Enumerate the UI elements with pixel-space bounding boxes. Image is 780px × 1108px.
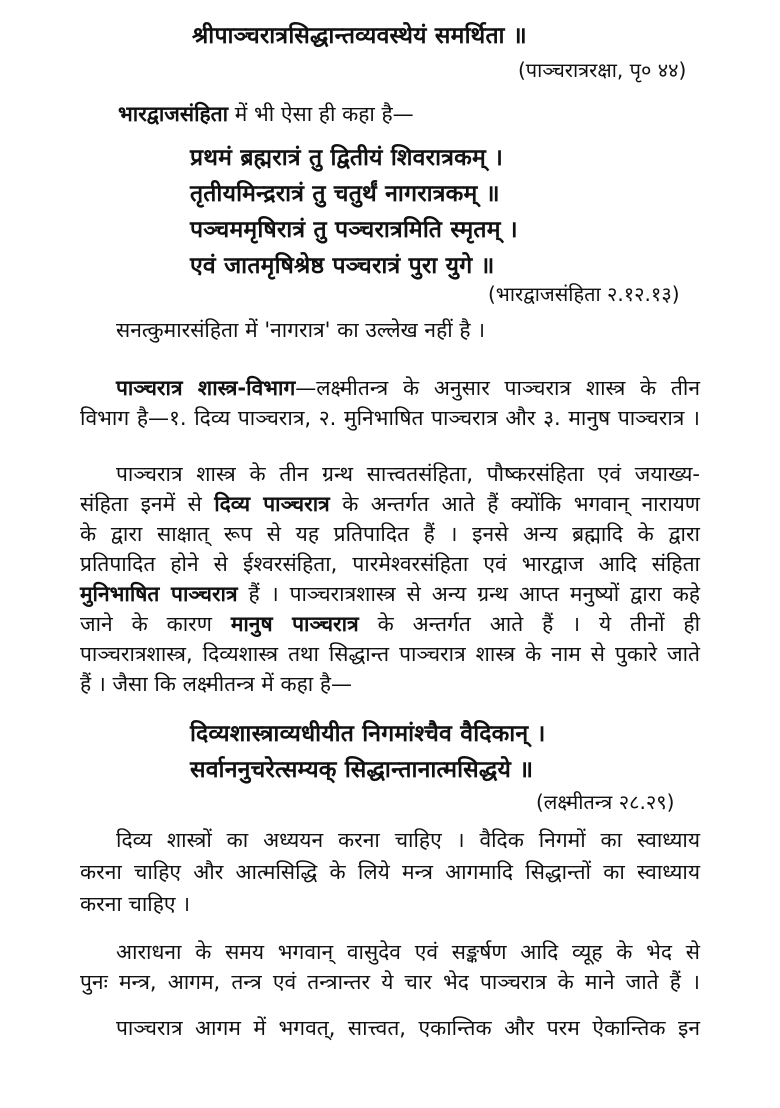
- citation: (लक्ष्मीतन्त्र २८.२९): [536, 790, 675, 814]
- paragraph-line: करना चाहिए और आत्मसिद्धि के लिये मन्त्र आगमादि सिद्धान्तों का स्वाध्याय: [80, 860, 700, 884]
- paragraph-line: [80, 580, 700, 608]
- text-span: संहिता इनमें से: [80, 492, 215, 516]
- verse-line: प्रथमं ब्रह्मरात्रं तु द्वितीयं शिवरात्रकम् ।: [190, 145, 504, 171]
- verse-line: एवं जातमृषिश्रेष्ठ पञ्चरात्रं पुरा युगे ॥: [190, 253, 495, 279]
- bold-term: मुनिभाषित पाञ्चरात्र: [80, 582, 238, 606]
- citation: (भारद्वाजसंहिता २.१२.१३): [488, 282, 680, 306]
- verse-line: दिव्यशास्त्राव्यधीयीत निगमांश्चैव वैदिकान् ।: [190, 721, 546, 747]
- text-span: के अन्तर्गत आते हैं क्योंकि भगवान् नारायण: [329, 492, 700, 516]
- paragraph-line: पुनः मन्त्र, आगम, तन्त्र एवं तन्त्रान्तर ये चार भेद पाञ्चरात्र के माने जाते हैं ।: [80, 970, 700, 994]
- text-span: जाने के कारण: [80, 612, 231, 636]
- paragraph-line: सनत्कुमारसंहिता में 'नागरात्र' का उल्लेख नहीं है ।: [116, 318, 486, 342]
- text-span: में भी ऐसा ही कहा है—: [228, 102, 414, 126]
- paragraph-line: के द्वारा साक्षात् रूप से यह प्रतिपादित हैं । इनसे अन्य ब्रह्मादि के द्वारा: [80, 522, 700, 546]
- paragraph-line: [116, 374, 700, 402]
- paragraph-line: आराधना के समय भगवान् वासुदेव एवं सङ्कर्षण आदि व्यूह के भेद से: [116, 940, 700, 964]
- bold-term: भारद्वाजसंहिता: [118, 102, 229, 126]
- paragraph-line: प्रतिपादित होने से ईश्वरसंहिता, पारमेश्वरसंहिता एवं भारद्वाज आदि संहिता: [80, 552, 700, 576]
- text-span: के अन्तर्गत आते हैं । ये तीनों ही: [358, 612, 701, 636]
- paragraph-line: पाञ्चरात्र आगम में भगवत्, सात्त्वत, एकान्तिक और परम ऐकान्तिक इन: [116, 1016, 700, 1040]
- bold-term: पाञ्चरात्र शास्त्र-विभाग: [116, 376, 296, 400]
- text-span: —लक्ष्मीतन्त्र के अनुसार पाञ्चरात्र शास्त्र के तीन: [295, 376, 700, 400]
- paragraph-line: पाञ्चरात्रशास्त्र, दिव्यशास्त्र तथा सिद्धान्त पाञ्चरात्र शास्त्र के नाम से पुकारे जाते: [80, 642, 700, 666]
- paragraph-line: विभाग है—१. दिव्य पाञ्चरात्र, २. मुनिभाषित पाञ्चरात्र और ३. मानुष पाञ्चरात्र ।: [80, 406, 700, 430]
- paragraph-line: करना चाहिए ।: [80, 892, 191, 916]
- paragraph-line: [80, 490, 700, 518]
- verse-line: पञ्चममृषिरात्रं तु पञ्चरात्रमिति स्मृतम् ।: [190, 217, 518, 243]
- paragraph-line: [80, 610, 700, 638]
- bold-term: मानुष पाञ्चरात्र: [230, 612, 359, 636]
- paragraph-line: हैं । जैसा कि लक्ष्मीतन्त्र में कहा है—: [80, 672, 353, 696]
- verse-line: तृतीयमिन्द्ररात्रं तु चतुर्थं नागरात्रकम् ॥: [190, 181, 500, 207]
- text-span: हैं । पाञ्चरात्रशास्त्र से अन्य ग्रन्थ आप्त मनुष्यों द्वारा कहे: [237, 582, 701, 606]
- bold-term: दिव्य पाञ्चरात्र: [214, 492, 330, 516]
- citation: (पाञ्चरात्ररक्षा, पृ० ४४): [518, 58, 687, 82]
- verse-line: सर्वाननुचरेत्सम्यक् सिद्धान्तानात्मसिद्धये ॥: [190, 757, 534, 783]
- paragraph-line: दिव्य शास्त्रों का अध्ययन करना चाहिए । वैदिक निगमों का स्वाध्याय: [116, 828, 700, 852]
- verse-line-heading: श्रीपाञ्चरात्रसिद्धान्तव्यवस्थेयं समर्थिता ॥: [192, 23, 527, 49]
- paragraph-line: पाञ्चरात्र शास्त्र के तीन ग्रन्थ सात्त्वतसंहिता, पौष्करसंहिता एवं जयाख्य-: [116, 462, 700, 486]
- paragraph-line: [118, 100, 414, 128]
